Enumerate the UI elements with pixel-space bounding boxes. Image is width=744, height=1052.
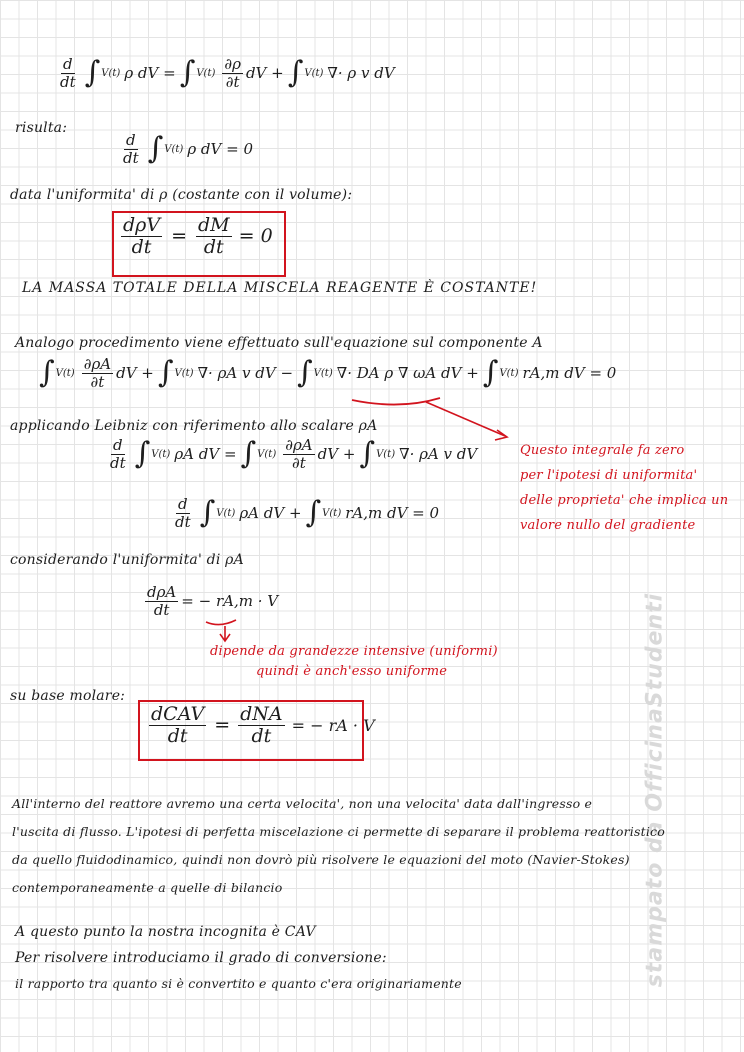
integral-sign: ∫ <box>39 355 55 390</box>
fraction-num: ∂ρ <box>224 55 241 73</box>
fraction-den: ∂t <box>292 453 306 472</box>
molar-balance-equation <box>146 704 375 747</box>
fraction-num: d <box>178 495 188 513</box>
integral-limit: V(t) <box>151 448 171 460</box>
fraction-den: dt <box>110 453 126 472</box>
term: dV + <box>317 445 356 463</box>
note-line: Questo integrale fa zero <box>520 443 685 458</box>
integral-limit: V(t) <box>196 67 216 79</box>
integrand: ρ dV = <box>124 64 176 82</box>
fraction-den: dt <box>167 724 188 747</box>
equals-sign: = <box>214 714 231 737</box>
term: ρA dV + <box>239 504 302 522</box>
fraction-den: ∂t <box>90 372 105 391</box>
paragraph-line: All'interno del reattore avremo una certa velocita', non una velocita' data dall'ingresso e <box>12 796 593 811</box>
diffusion-underline <box>352 398 440 405</box>
fraction-num: d <box>63 55 73 73</box>
integral-limit: V(t) <box>164 143 184 155</box>
integral-sign: ∫ <box>305 495 322 530</box>
integral-sign: ∫ <box>297 355 313 390</box>
fraction-den: dt <box>203 235 224 258</box>
integral-limit: V(t) <box>55 367 75 379</box>
equation-rhs: = 0 <box>238 225 273 248</box>
term: dV + <box>116 364 154 382</box>
fraction-den: ∂t <box>225 72 240 91</box>
integral-sign: ∫ <box>157 355 174 390</box>
equals-sign: = <box>171 225 187 248</box>
down-arrow <box>206 620 236 625</box>
leibniz-text: applicando Leibniz con riferimento allo scalare ρA <box>10 418 378 434</box>
note-line: valore nullo del gradiente <box>520 518 696 533</box>
diffusion-term: ∇· DA ρ ∇ ωA dV + <box>336 364 479 382</box>
ratio-text: il rapporto tra quanto si è convertito e quanto c'era originariamente <box>15 976 462 991</box>
integral-limit: V(t) <box>101 67 121 79</box>
fraction-den: dt <box>131 235 152 258</box>
mass-statement: LA MASSA TOTALE DELLA MISCELA REAGENTE È COSTANTE! <box>22 280 538 296</box>
integral-sign: ∫ <box>199 495 216 530</box>
result-label: risulta: <box>15 120 68 136</box>
integral-sign: ∫ <box>240 436 257 471</box>
term: rA,m dV = 0 <box>345 504 440 522</box>
paragraph-line: contemporaneamente a quelle di bilancio <box>12 880 283 895</box>
uniformity-text: data l'uniformita' di ρ (costante con il volume): <box>10 187 353 203</box>
integral-limit: V(t) <box>257 448 277 460</box>
fraction-num: dNA <box>240 703 283 725</box>
fraction <box>149 704 206 747</box>
integral-limit: V(t) <box>376 448 396 460</box>
term: ∇· ρA v dV − <box>197 364 294 382</box>
fraction-den: dt <box>123 148 139 167</box>
fraction-den: dt <box>175 512 191 531</box>
intensive-note <box>210 642 498 682</box>
integral-sign: ∫ <box>84 55 101 90</box>
fraction-num: ∂ρA <box>285 436 313 454</box>
fraction-num: dM <box>197 214 230 236</box>
integral-sign: ∫ <box>287 55 304 90</box>
integrand: dV + <box>245 64 284 82</box>
fraction <box>145 584 178 618</box>
reactor-paragraph <box>12 790 665 902</box>
integral-sign: ∫ <box>179 55 196 90</box>
integral-sign: ∫ <box>147 131 164 166</box>
term: rA,m dV = 0 <box>522 364 617 382</box>
equation-rhs: = − rA · V <box>291 715 375 735</box>
considering-text: considerando l'uniformita' di ρA <box>10 552 244 568</box>
fraction-den: dt <box>60 72 76 91</box>
fraction <box>238 704 285 747</box>
note-line: quindi è anch'esso uniforme <box>256 664 448 679</box>
note-line: per l'ipotesi di uniformita' <box>520 468 698 483</box>
paragraph-line: l'uscita di flusso. L'ipotesi di perfetta miscelazione ci permette di separare il problema reattoristico <box>12 824 665 839</box>
integral-limit: V(t) <box>174 367 194 379</box>
paragraph-line: da quello fluidodinamico, quindi non dovrò più risolvere le equazioni del moto (Navier-Stokes) <box>12 852 630 867</box>
note-line: dipende da grandezze intensive (uniformi) <box>210 644 498 659</box>
fraction-num: dCAV <box>151 703 205 725</box>
down-arrow-stem <box>220 626 230 641</box>
fraction-num: dρV <box>123 214 161 236</box>
equation-rhs: = − rA,m · V <box>181 592 279 610</box>
integral-limit: V(t) <box>216 507 236 519</box>
term: ρA dV = <box>174 445 237 463</box>
leibniz-equation-component <box>105 437 477 471</box>
integral-limit: V(t) <box>304 67 324 79</box>
fraction-den: dt <box>153 600 170 619</box>
integrand: ∇· ρ v dV <box>327 64 395 82</box>
fraction-num: d <box>126 131 136 149</box>
fraction-d-dt <box>173 496 193 530</box>
fraction-den: dt <box>251 724 272 747</box>
term: ∇· ρA v dV <box>399 445 478 463</box>
integral-sign: ∫ <box>482 355 499 390</box>
fraction-num: d <box>113 436 123 454</box>
arrow-to-note <box>426 402 505 436</box>
molar-label: su base molare: <box>10 688 126 704</box>
reduced-component-equation <box>170 496 439 530</box>
integral-limit: V(t) <box>322 507 342 519</box>
note-line: delle proprieta' che implica un <box>520 493 729 508</box>
unknown-text: A questo punto la nostra incognita è CAV <box>15 924 316 940</box>
fraction-partial <box>283 437 314 471</box>
analog-text: Analogo procedimento viene effettuato sull'equazione sul componente A <box>15 335 543 351</box>
watermark: stampato da OfficinaStudenti <box>642 592 668 988</box>
conversion-text: Per risolvere introduciamo il grado di conversione: <box>15 950 387 966</box>
fraction-d-dt <box>108 437 128 471</box>
integral-sign: ∫ <box>134 436 151 471</box>
integrand: ρ dV = 0 <box>187 140 253 158</box>
fraction-num: ∂ρA <box>83 355 112 373</box>
density-rate-equation <box>142 584 278 618</box>
fraction-num: dρA <box>147 583 177 601</box>
integral-limit: V(t) <box>313 367 333 379</box>
uniformity-note <box>520 438 728 538</box>
integral-sign: ∫ <box>359 436 376 471</box>
integral-limit: V(t) <box>499 367 519 379</box>
